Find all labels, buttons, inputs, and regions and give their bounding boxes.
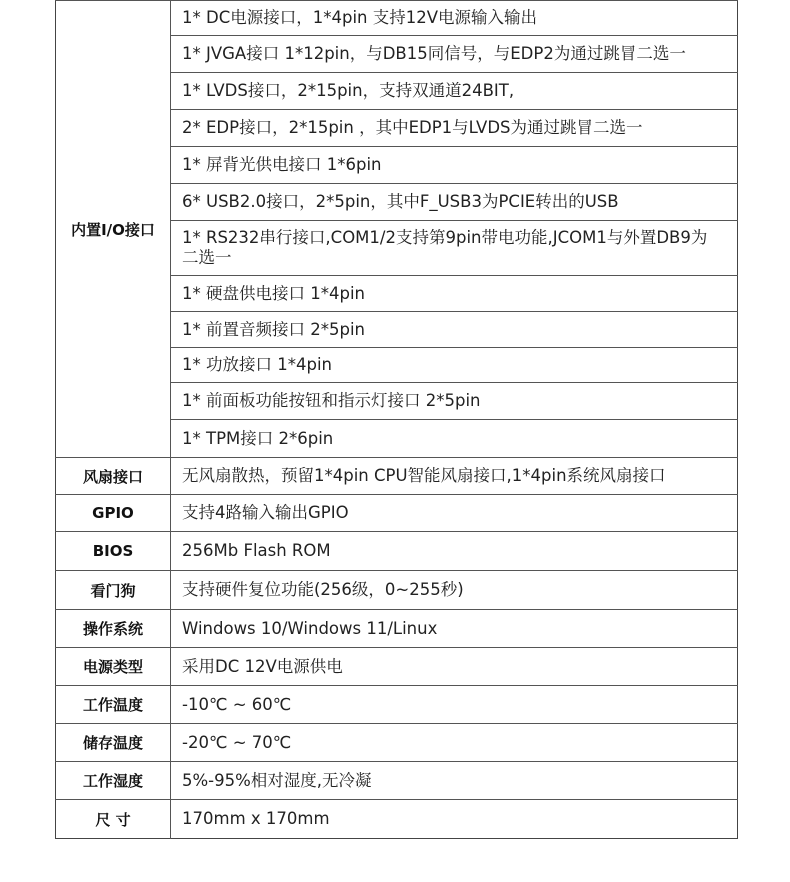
table-row (56, 648, 738, 686)
spec-value-bios: 256Mb Flash ROM (171, 532, 738, 571)
spec-label-bios: BIOS (56, 532, 171, 571)
spec-label-storage-temp: 储存温度 (56, 724, 171, 762)
io-item-usb: 6* USB2.0接口，2*5pin，其中F_USB3为PCIE转出的USB (171, 184, 738, 221)
io-item-edp: 2* EDP接口，2*15pin ，其中EDP1与LVDS为通过跳冒二选一 (171, 110, 738, 147)
table-row (56, 532, 738, 571)
table-row (56, 762, 738, 800)
table-row (56, 458, 738, 495)
spec-value-watchdog: 支持硬件复位功能(256级，0~255秒) (171, 571, 738, 610)
spec-label-humidity: 工作湿度 (56, 762, 171, 800)
io-item-tpm: 1* TPM接口 2*6pin (171, 420, 738, 458)
io-item-audio: 1* 前置音频接口 2*5pin (171, 312, 738, 348)
spec-label-watchdog: 看门狗 (56, 571, 171, 610)
spec-label-gpio: GPIO (56, 495, 171, 532)
io-item-jvga: 1* JVGA接口 1*12pin，与DB15同信号，与EDP2为通过跳冒二选一 (171, 36, 738, 73)
spec-label-power-type: 电源类型 (56, 648, 171, 686)
spec-value-storage-temp: -20℃ ~ 70℃ (171, 724, 738, 762)
table-row (56, 495, 738, 532)
table-row (56, 1, 738, 36)
table-row (56, 571, 738, 610)
spec-label-operating-temp: 工作温度 (56, 686, 171, 724)
spec-label-fan: 风扇接口 (56, 458, 171, 495)
io-item-rs232: 1* RS232串行接口,COM1/2支持第9pin带电功能,JCOM1与外置DB9为二选一 (171, 221, 738, 276)
table-row (56, 610, 738, 648)
io-item-lvds: 1* LVDS接口，2*15pin，支持双通道24BIT, (171, 73, 738, 110)
spec-table (55, 0, 738, 839)
spec-value-fan: 无风扇散热，预留1*4pin CPU智能风扇接口,1*4pin系统风扇接口 (171, 458, 738, 495)
spec-value-humidity: 5%-95%相对湿度,无冷凝 (171, 762, 738, 800)
io-item-amplifier: 1* 功放接口 1*4pin (171, 348, 738, 383)
io-item-backlight: 1* 屏背光供电接口 1*6pin (171, 147, 738, 184)
spec-value-operating-temp: -10℃ ~ 60℃ (171, 686, 738, 724)
spec-value-dimensions: 170mm x 170mm (171, 800, 738, 839)
io-item-hdd-power: 1* 硬盘供电接口 1*4pin (171, 276, 738, 312)
spec-label-dimensions: 尺 寸 (56, 800, 171, 839)
table-row (56, 724, 738, 762)
io-item-front-panel: 1* 前面板功能按钮和指示灯接口 2*5pin (171, 383, 738, 420)
table-row (56, 686, 738, 724)
table-row (56, 800, 738, 839)
io-item-dc-power: 1* DC电源接口，1*4pin 支持12V电源输入输出 (171, 1, 738, 36)
spec-value-gpio: 支持4路输入输出GPIO (171, 495, 738, 532)
spec-value-power-type: 采用DC 12V电源供电 (171, 648, 738, 686)
spec-value-os: Windows 10/Windows 11/Linux (171, 610, 738, 648)
io-group-label: 内置I/O接口 (56, 1, 171, 458)
spec-label-os: 操作系统 (56, 610, 171, 648)
